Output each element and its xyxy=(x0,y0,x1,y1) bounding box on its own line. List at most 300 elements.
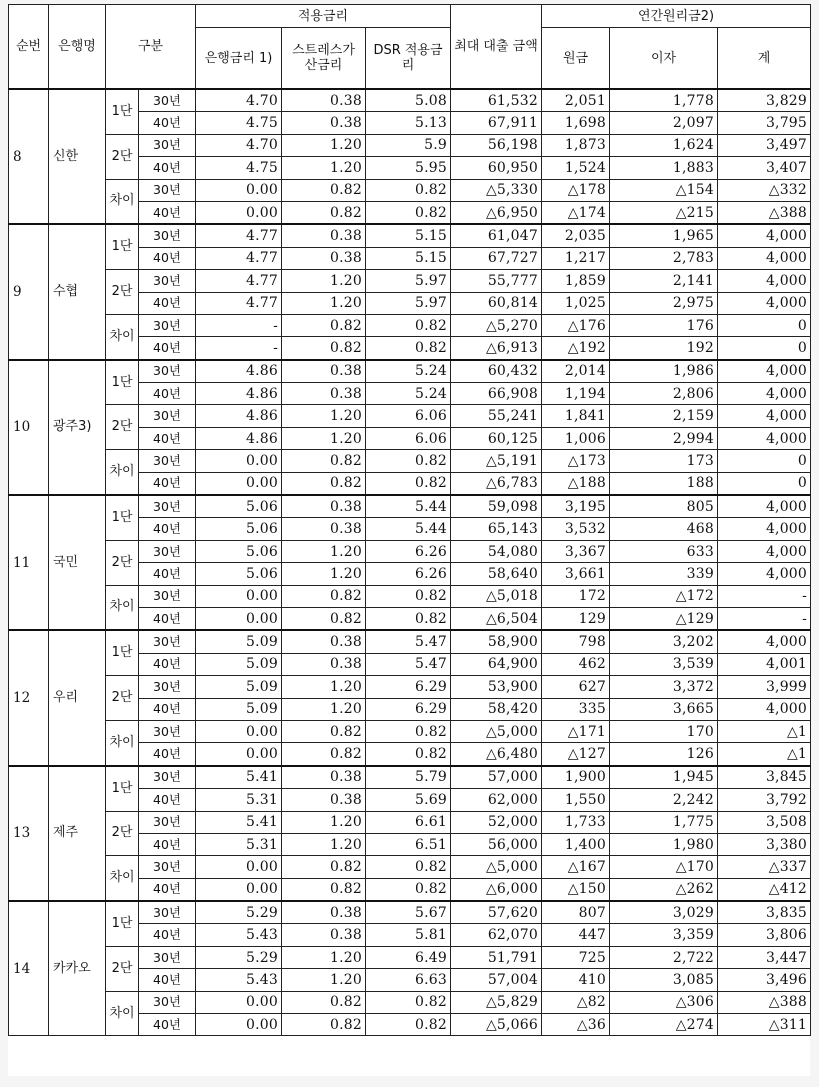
bank-rate-cell: 0.00 xyxy=(196,720,282,742)
dsr-rate-cell: 0.82 xyxy=(366,743,451,766)
seq-cell: 9 xyxy=(9,224,49,359)
max-loan-cell: △5,270 xyxy=(451,314,542,336)
table-row xyxy=(9,585,811,607)
stress-add-cell: 0.82 xyxy=(282,201,366,224)
total-cell: △1 xyxy=(718,720,811,742)
stage-label-cell: 차이 xyxy=(106,179,139,224)
dsr-rate-cell: 5.79 xyxy=(366,766,451,789)
stress-add-cell: 0.38 xyxy=(282,518,366,540)
dsr-rate-cell: 6.06 xyxy=(366,427,451,449)
principal-cell: △150 xyxy=(542,878,610,901)
table-row xyxy=(9,134,811,156)
dsr-rate-cell: 5.24 xyxy=(366,360,451,383)
term-cell: 30년 xyxy=(139,811,196,833)
total-cell: 3,829 xyxy=(718,89,811,112)
term-cell: 40년 xyxy=(139,427,196,449)
header-bank: 은행명 xyxy=(49,5,106,90)
bank-name-cell: 국민 xyxy=(49,495,106,630)
dsr-rate-cell: 5.97 xyxy=(366,270,451,292)
table-row xyxy=(9,676,811,698)
total-cell: 4,001 xyxy=(718,653,811,675)
bank-rate-cell: 5.31 xyxy=(196,789,282,811)
max-loan-cell: 67,911 xyxy=(451,112,542,134)
bank-rate-cell: 4.77 xyxy=(196,270,282,292)
term-cell: 30년 xyxy=(139,450,196,472)
total-cell: △332 xyxy=(718,179,811,201)
stress-add-cell: 0.82 xyxy=(282,878,366,901)
dsr-rate-cell: 0.82 xyxy=(366,585,451,607)
max-loan-cell: △6,000 xyxy=(451,878,542,901)
seq-cell: 11 xyxy=(9,495,49,630)
total-cell: 4,000 xyxy=(718,698,811,720)
max-loan-cell: 60,432 xyxy=(451,360,542,383)
principal-cell: △167 xyxy=(542,856,610,878)
max-loan-cell: △6,950 xyxy=(451,201,542,224)
stage-label-cell: 차이 xyxy=(106,991,139,1036)
bank-rate-cell: 5.29 xyxy=(196,901,282,924)
max-loan-cell: △5,000 xyxy=(451,720,542,742)
dsr-rate-cell: 5.67 xyxy=(366,901,451,924)
term-cell: 40년 xyxy=(139,924,196,946)
stress-add-cell: 1.20 xyxy=(282,540,366,562)
bank-rate-cell: 5.06 xyxy=(196,518,282,540)
total-cell: 4,000 xyxy=(718,270,811,292)
interest-cell: 2,994 xyxy=(610,427,718,449)
seq-cell: 8 xyxy=(9,89,49,224)
total-cell: 3,508 xyxy=(718,811,811,833)
bank-rate-cell: 0.00 xyxy=(196,743,282,766)
table-row xyxy=(9,811,811,833)
total-cell: 4,000 xyxy=(718,360,811,383)
stage-label-cell: 2단 xyxy=(106,270,139,315)
max-loan-cell: 58,640 xyxy=(451,563,542,585)
max-loan-cell: △5,191 xyxy=(451,450,542,472)
seq-cell: 12 xyxy=(9,630,49,765)
term-cell: 30년 xyxy=(139,360,196,383)
principal-cell: △176 xyxy=(542,314,610,336)
principal-cell: 1,025 xyxy=(542,292,610,314)
table-row xyxy=(9,179,811,201)
dsr-rate-cell: 6.49 xyxy=(366,946,451,968)
bank-name-cell: 제주 xyxy=(49,766,106,901)
term-cell: 30년 xyxy=(139,585,196,607)
dsr-rate-cell: 0.82 xyxy=(366,720,451,742)
principal-cell: 410 xyxy=(542,969,610,991)
principal-cell: 172 xyxy=(542,585,610,607)
stress-add-cell: 0.38 xyxy=(282,247,366,269)
stage-label-cell: 1단 xyxy=(106,224,139,269)
term-cell: 30년 xyxy=(139,314,196,336)
bank-rate-cell: 0.00 xyxy=(196,450,282,472)
table-row xyxy=(9,946,811,968)
principal-cell: 1,733 xyxy=(542,811,610,833)
stress-add-cell: 1.20 xyxy=(282,270,366,292)
principal-cell: 1,400 xyxy=(542,833,610,855)
interest-cell: 1,965 xyxy=(610,224,718,247)
bank-rate-cell: 0.00 xyxy=(196,201,282,224)
principal-cell: △82 xyxy=(542,991,610,1013)
interest-cell: 1,775 xyxy=(610,811,718,833)
table-row xyxy=(9,89,811,112)
max-loan-cell: 52,000 xyxy=(451,811,542,833)
stage-label-cell: 1단 xyxy=(106,89,139,134)
bank-rate-cell: 0.00 xyxy=(196,856,282,878)
stress-add-cell: 0.38 xyxy=(282,224,366,247)
seq-cell: 14 xyxy=(9,901,49,1036)
term-cell: 30년 xyxy=(139,946,196,968)
principal-cell: 725 xyxy=(542,946,610,968)
stress-add-cell: 1.20 xyxy=(282,833,366,855)
stage-label-cell: 차이 xyxy=(106,720,139,765)
stage-label-cell: 2단 xyxy=(106,540,139,585)
stress-add-cell: 0.82 xyxy=(282,1014,366,1036)
total-cell: 3,447 xyxy=(718,946,811,968)
principal-cell: 1,859 xyxy=(542,270,610,292)
interest-cell: 2,159 xyxy=(610,405,718,427)
table-row xyxy=(9,540,811,562)
term-cell: 30년 xyxy=(139,766,196,789)
dsr-rate-cell: 0.82 xyxy=(366,472,451,495)
dsr-rate-cell: 6.26 xyxy=(366,563,451,585)
total-cell: 3,845 xyxy=(718,766,811,789)
total-cell: 0 xyxy=(718,337,811,360)
max-loan-cell: 62,000 xyxy=(451,789,542,811)
term-cell: 40년 xyxy=(139,247,196,269)
header-interest: 이자 xyxy=(610,28,718,90)
total-cell: 3,497 xyxy=(718,134,811,156)
principal-cell: △188 xyxy=(542,472,610,495)
term-cell: 40년 xyxy=(139,157,196,179)
total-cell: 4,000 xyxy=(718,495,811,518)
max-loan-cell: △5,000 xyxy=(451,856,542,878)
max-loan-cell: 65,143 xyxy=(451,518,542,540)
total-cell: △337 xyxy=(718,856,811,878)
bank-rate-cell: 5.09 xyxy=(196,676,282,698)
interest-cell: △262 xyxy=(610,878,718,901)
stress-add-cell: 0.38 xyxy=(282,789,366,811)
interest-cell: △274 xyxy=(610,1014,718,1036)
term-cell: 30년 xyxy=(139,540,196,562)
principal-cell: 1,524 xyxy=(542,157,610,179)
header-max-loan: 최대 대출 금액 xyxy=(451,5,542,90)
interest-cell: 3,665 xyxy=(610,698,718,720)
stage-label-cell: 2단 xyxy=(106,134,139,179)
bank-rate-cell: 4.77 xyxy=(196,247,282,269)
stress-add-cell: 1.20 xyxy=(282,427,366,449)
max-loan-cell: △6,783 xyxy=(451,472,542,495)
bank-rate-cell: 0.00 xyxy=(196,878,282,901)
max-loan-cell: △6,504 xyxy=(451,607,542,630)
principal-cell: 2,035 xyxy=(542,224,610,247)
table-body xyxy=(9,89,811,1036)
principal-cell: 807 xyxy=(542,901,610,924)
max-loan-cell: 64,900 xyxy=(451,653,542,675)
dsr-rate-cell: 5.97 xyxy=(366,292,451,314)
total-cell: 4,000 xyxy=(718,630,811,653)
dsr-rate-cell: 5.44 xyxy=(366,495,451,518)
interest-cell: △170 xyxy=(610,856,718,878)
max-loan-cell: 57,000 xyxy=(451,766,542,789)
interest-cell: 3,085 xyxy=(610,969,718,991)
dsr-rate-cell: 0.82 xyxy=(366,856,451,878)
stage-label-cell: 차이 xyxy=(106,856,139,901)
principal-cell: 2,051 xyxy=(542,89,610,112)
stress-add-cell: 0.82 xyxy=(282,743,366,766)
interest-cell: 173 xyxy=(610,450,718,472)
stress-add-cell: 0.82 xyxy=(282,607,366,630)
table-row xyxy=(9,991,811,1013)
bank-rate-cell: - xyxy=(196,337,282,360)
stress-add-cell: 1.20 xyxy=(282,969,366,991)
total-cell: 3,792 xyxy=(718,789,811,811)
total-cell: 4,000 xyxy=(718,540,811,562)
bank-rate-cell: 0.00 xyxy=(196,607,282,630)
interest-cell: △129 xyxy=(610,607,718,630)
stage-label-cell: 1단 xyxy=(106,360,139,405)
total-cell: 4,000 xyxy=(718,224,811,247)
table-row xyxy=(9,314,811,336)
table-row xyxy=(9,766,811,789)
dsr-rate-cell: 5.9 xyxy=(366,134,451,156)
stage-label-cell: 1단 xyxy=(106,766,139,811)
stress-add-cell: 0.82 xyxy=(282,720,366,742)
header-category: 구분 xyxy=(106,5,196,90)
stage-label-cell: 1단 xyxy=(106,901,139,946)
term-cell: 30년 xyxy=(139,224,196,247)
max-loan-cell: 55,241 xyxy=(451,405,542,427)
bank-rate-cell: 5.41 xyxy=(196,766,282,789)
principal-cell: 129 xyxy=(542,607,610,630)
principal-cell: 1,194 xyxy=(542,383,610,405)
dsr-rate-cell: 0.82 xyxy=(366,1014,451,1036)
term-cell: 40년 xyxy=(139,563,196,585)
interest-cell: 3,202 xyxy=(610,630,718,653)
dsr-rate-cell: 6.26 xyxy=(366,540,451,562)
total-cell: 4,000 xyxy=(718,405,811,427)
dsr-rate-cell: 5.24 xyxy=(366,383,451,405)
header-stress-add: 스트레스가 산금리 xyxy=(282,28,366,90)
interest-cell: 2,141 xyxy=(610,270,718,292)
principal-cell: 462 xyxy=(542,653,610,675)
interest-cell: 192 xyxy=(610,337,718,360)
max-loan-cell: 59,098 xyxy=(451,495,542,518)
term-cell: 40년 xyxy=(139,698,196,720)
interest-cell: 1,883 xyxy=(610,157,718,179)
bank-rate-cell: 5.06 xyxy=(196,495,282,518)
bank-name-cell: 광주3) xyxy=(49,360,106,495)
stage-label-cell: 2단 xyxy=(106,405,139,450)
bank-name-cell: 우리 xyxy=(49,630,106,765)
interest-cell: △154 xyxy=(610,179,718,201)
bank-rate-cell: 5.06 xyxy=(196,540,282,562)
table-header xyxy=(9,5,811,90)
interest-cell: 3,359 xyxy=(610,924,718,946)
max-loan-cell: 66,908 xyxy=(451,383,542,405)
total-cell: △1 xyxy=(718,743,811,766)
term-cell: 40년 xyxy=(139,653,196,675)
bank-rate-cell: 4.75 xyxy=(196,112,282,134)
interest-cell: 2,783 xyxy=(610,247,718,269)
dsr-rate-cell: 6.29 xyxy=(366,676,451,698)
interest-cell: 126 xyxy=(610,743,718,766)
term-cell: 40년 xyxy=(139,337,196,360)
principal-cell: 3,532 xyxy=(542,518,610,540)
principal-cell: 335 xyxy=(542,698,610,720)
total-cell: 3,999 xyxy=(718,676,811,698)
interest-cell: 339 xyxy=(610,563,718,585)
bank-rate-cell: 5.09 xyxy=(196,698,282,720)
seq-cell: 10 xyxy=(9,360,49,495)
dsr-rate-cell: 5.81 xyxy=(366,924,451,946)
interest-cell: 1,624 xyxy=(610,134,718,156)
stress-add-cell: 0.38 xyxy=(282,901,366,924)
bank-name-cell: 수협 xyxy=(49,224,106,359)
total-cell: △388 xyxy=(718,991,811,1013)
principal-cell: 2,014 xyxy=(542,360,610,383)
interest-cell: 3,539 xyxy=(610,653,718,675)
bank-rate-cell: 0.00 xyxy=(196,179,282,201)
stage-label-cell: 2단 xyxy=(106,811,139,856)
term-cell: 40년 xyxy=(139,518,196,540)
stress-add-cell: 1.20 xyxy=(282,698,366,720)
stress-add-cell: 0.38 xyxy=(282,630,366,653)
stage-label-cell: 2단 xyxy=(106,676,139,721)
interest-cell: △172 xyxy=(610,585,718,607)
dsr-rate-cell: 5.95 xyxy=(366,157,451,179)
total-cell: 0 xyxy=(718,314,811,336)
bank-rate-cell: 5.43 xyxy=(196,969,282,991)
interest-cell: 3,029 xyxy=(610,901,718,924)
header-applied-rate: 적용금리 xyxy=(196,5,451,28)
stress-add-cell: 0.38 xyxy=(282,89,366,112)
bank-rate-cell: 4.86 xyxy=(196,405,282,427)
interest-cell: 2,097 xyxy=(610,112,718,134)
total-cell: 3,806 xyxy=(718,924,811,946)
bank-rate-cell: 4.86 xyxy=(196,427,282,449)
dsr-rate-cell: 5.15 xyxy=(366,247,451,269)
max-loan-cell: 58,900 xyxy=(451,630,542,653)
stress-add-cell: 0.38 xyxy=(282,495,366,518)
stress-add-cell: 1.20 xyxy=(282,811,366,833)
principal-cell: 3,661 xyxy=(542,563,610,585)
stress-add-cell: 0.82 xyxy=(282,585,366,607)
interest-cell: 3,372 xyxy=(610,676,718,698)
bank-rate-cell: 4.77 xyxy=(196,292,282,314)
stress-add-cell: 0.82 xyxy=(282,991,366,1013)
table-row xyxy=(9,495,811,518)
bank-rate-cell: 4.75 xyxy=(196,157,282,179)
total-cell: △388 xyxy=(718,201,811,224)
interest-cell: 2,722 xyxy=(610,946,718,968)
table-row xyxy=(9,720,811,742)
total-cell: 3,496 xyxy=(718,969,811,991)
term-cell: 40년 xyxy=(139,833,196,855)
stress-add-cell: 0.38 xyxy=(282,112,366,134)
principal-cell: △171 xyxy=(542,720,610,742)
term-cell: 30년 xyxy=(139,720,196,742)
bank-rate-cell: 4.70 xyxy=(196,89,282,112)
principal-cell: △36 xyxy=(542,1014,610,1036)
table-row xyxy=(9,856,811,878)
total-cell: 4,000 xyxy=(718,247,811,269)
max-loan-cell: △5,330 xyxy=(451,179,542,201)
total-cell: △412 xyxy=(718,878,811,901)
term-cell: 40년 xyxy=(139,789,196,811)
stress-add-cell: 1.20 xyxy=(282,676,366,698)
principal-cell: 798 xyxy=(542,630,610,653)
term-cell: 30년 xyxy=(139,991,196,1013)
total-cell: 4,000 xyxy=(718,518,811,540)
principal-cell: 1,873 xyxy=(542,134,610,156)
max-loan-cell: 61,532 xyxy=(451,89,542,112)
interest-cell: 468 xyxy=(610,518,718,540)
bank-rate-cell: 5.31 xyxy=(196,833,282,855)
table-row xyxy=(9,450,811,472)
interest-cell: △215 xyxy=(610,201,718,224)
stress-add-cell: 1.20 xyxy=(282,292,366,314)
bank-rate-cell: 5.41 xyxy=(196,811,282,833)
table-row xyxy=(9,270,811,292)
principal-cell: 3,367 xyxy=(542,540,610,562)
bank-rate-cell: 4.86 xyxy=(196,383,282,405)
term-cell: 30년 xyxy=(139,179,196,201)
loan-rate-table xyxy=(8,4,811,1036)
bank-rate-cell: 4.77 xyxy=(196,224,282,247)
dsr-rate-cell: 0.82 xyxy=(366,179,451,201)
max-loan-cell: 62,070 xyxy=(451,924,542,946)
dsr-rate-cell: 5.47 xyxy=(366,630,451,653)
bank-rate-cell: 5.09 xyxy=(196,653,282,675)
bank-rate-cell: 4.86 xyxy=(196,360,282,383)
term-cell: 40년 xyxy=(139,383,196,405)
total-cell: 3,835 xyxy=(718,901,811,924)
principal-cell: △178 xyxy=(542,179,610,201)
term-cell: 40년 xyxy=(139,1014,196,1036)
interest-cell: 2,806 xyxy=(610,383,718,405)
stress-add-cell: 0.38 xyxy=(282,766,366,789)
interest-cell: 633 xyxy=(610,540,718,562)
stress-add-cell: 1.20 xyxy=(282,563,366,585)
bank-name-cell: 신한 xyxy=(49,89,106,224)
stress-add-cell: 0.82 xyxy=(282,337,366,360)
interest-cell: 805 xyxy=(610,495,718,518)
dsr-rate-cell: 5.47 xyxy=(366,653,451,675)
bank-rate-cell: 0.00 xyxy=(196,472,282,495)
bank-rate-cell: - xyxy=(196,314,282,336)
principal-cell: 1,698 xyxy=(542,112,610,134)
dsr-rate-cell: 5.13 xyxy=(366,112,451,134)
total-cell: 3,407 xyxy=(718,157,811,179)
term-cell: 30년 xyxy=(139,901,196,924)
dsr-rate-cell: 6.06 xyxy=(366,405,451,427)
stage-label-cell: 2단 xyxy=(106,946,139,991)
principal-cell: 1,841 xyxy=(542,405,610,427)
dsr-rate-cell: 6.51 xyxy=(366,833,451,855)
interest-cell: 1,980 xyxy=(610,833,718,855)
dsr-rate-cell: 0.82 xyxy=(366,314,451,336)
stress-add-cell: 0.82 xyxy=(282,856,366,878)
total-cell: 4,000 xyxy=(718,383,811,405)
header-total: 계 xyxy=(718,28,811,90)
bank-rate-cell: 5.29 xyxy=(196,946,282,968)
term-cell: 30년 xyxy=(139,270,196,292)
stage-label-cell: 차이 xyxy=(106,450,139,495)
dsr-rate-cell: 0.82 xyxy=(366,450,451,472)
stress-add-cell: 1.20 xyxy=(282,946,366,968)
bank-rate-cell: 0.00 xyxy=(196,1014,282,1036)
principal-cell: △192 xyxy=(542,337,610,360)
bank-rate-cell: 4.70 xyxy=(196,134,282,156)
